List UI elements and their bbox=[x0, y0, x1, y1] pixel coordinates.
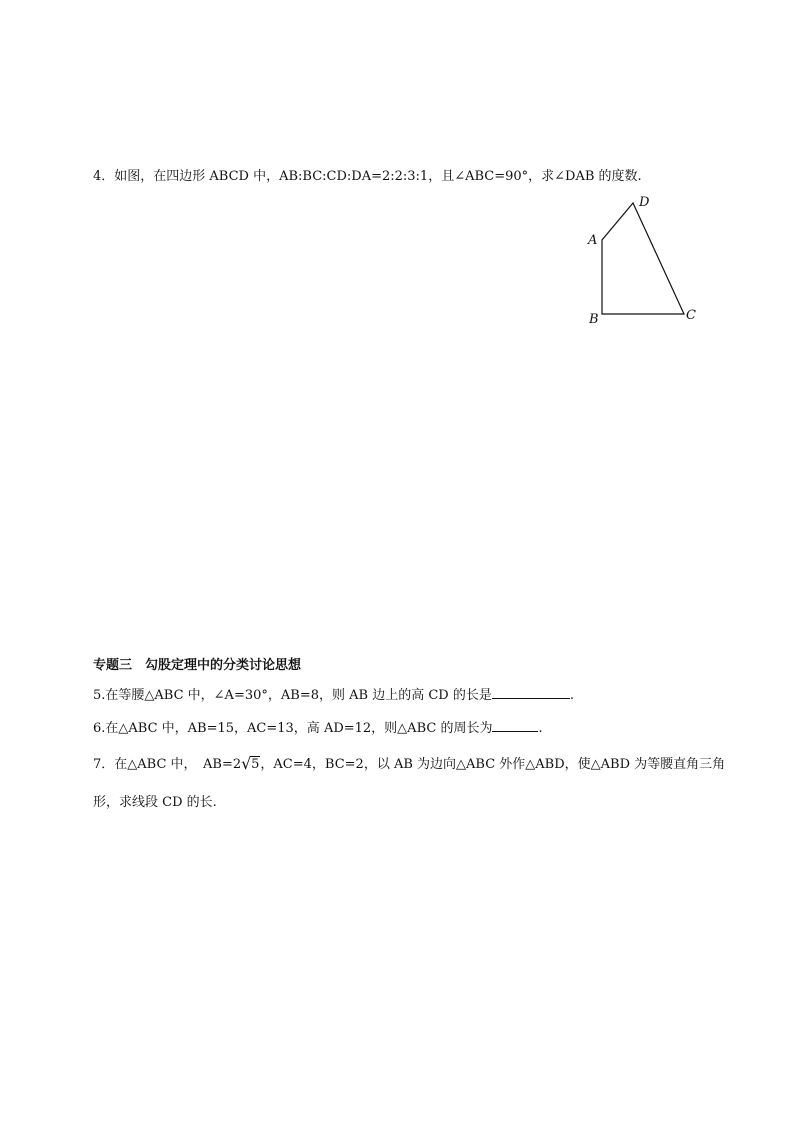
question-7 bbox=[93, 753, 725, 772]
section-title: 专题三 勾股定理中的分类讨论思想 bbox=[93, 658, 302, 673]
question-6-end: . bbox=[538, 721, 543, 736]
label-d: D bbox=[639, 195, 650, 210]
radical-sign: √ bbox=[241, 754, 252, 773]
question-6 bbox=[93, 717, 543, 736]
question-5 bbox=[93, 684, 574, 703]
label-c: C bbox=[686, 308, 696, 323]
question-7-text-rest: ，AC=4，BC=2，以 AB 为边向△ABC 外作△ABD，使△ABD 为等腰直角三角 bbox=[260, 757, 726, 772]
question-7-text-start: 7．在△ABC 中， AB=2 bbox=[93, 757, 242, 772]
question-7-line-2: 形，求线段 CD 的长. bbox=[93, 795, 217, 810]
answer-blank-6[interactable] bbox=[492, 719, 538, 732]
question-5-end: . bbox=[569, 688, 574, 703]
question-6-text: 6.在△ABC 中，AB=15，AC=13，高 AD=12，则△ABC 的周长为 bbox=[93, 721, 493, 736]
label-b: B bbox=[589, 312, 599, 327]
answer-blank-5[interactable] bbox=[492, 686, 570, 699]
quadrilateral-figure bbox=[580, 190, 710, 335]
question-4: 4．如图，在四边形 ABCD 中，AB:BC:CD:DA=2:2:3:1，且∠ABC=90°，求∠DAB 的度数. bbox=[93, 169, 642, 184]
question-5-text: 5.在等腰△ABC 中，∠A=30°，AB=8，则 AB 边上的高 CD 的长是 bbox=[93, 688, 492, 703]
quadrilateral-abcd bbox=[602, 203, 684, 314]
sqrt-expression bbox=[241, 754, 260, 773]
radicand: 5 bbox=[251, 757, 260, 772]
label-a: A bbox=[588, 233, 598, 248]
